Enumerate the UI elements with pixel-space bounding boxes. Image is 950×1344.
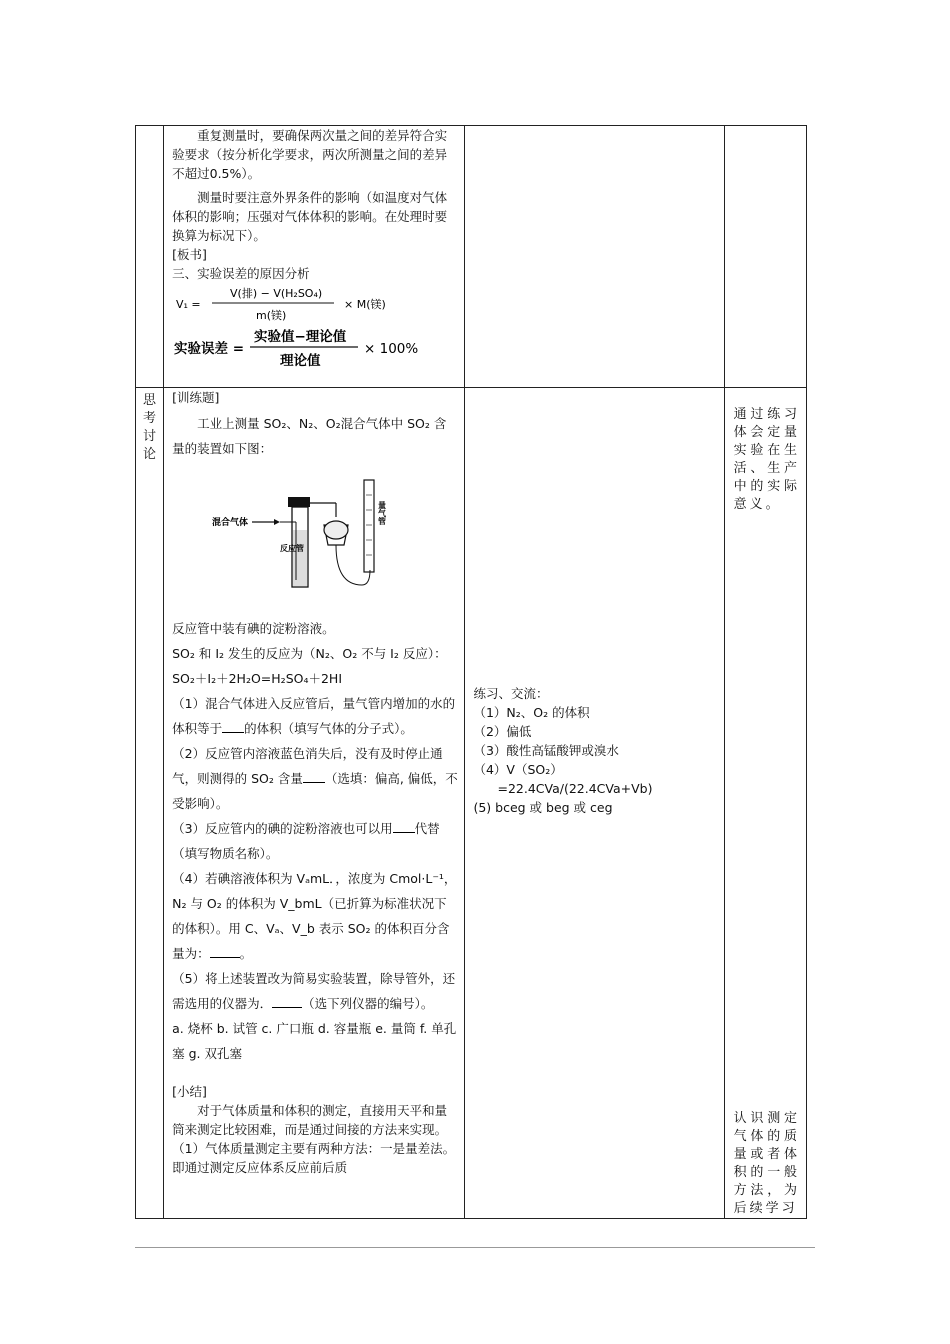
meter-label: 量气管 <box>377 501 387 525</box>
answer-blank[interactable] <box>272 995 302 1008</box>
formula-numerator: V(排) − V(H₂SO₄) <box>230 287 323 300</box>
board-label: [板书] <box>172 247 207 262</box>
footer-rule <box>135 1247 815 1248</box>
answer-list <box>465 388 723 817</box>
table-row <box>136 126 807 388</box>
intent-note-1: 通过练习体会定量实验在生活、生产中的实际意义。 <box>733 407 800 512</box>
stopper <box>288 497 310 507</box>
paragraph: 反应管中装有碘的淀粉溶液。 <box>172 621 335 636</box>
arrow-head-icon <box>274 519 280 525</box>
answer-line: （3）酸性高锰酸钾或溴水 <box>473 743 619 758</box>
tube-solution <box>293 530 307 586</box>
answer-blank[interactable] <box>303 770 325 783</box>
formula-denominator: m(镁) <box>256 309 287 322</box>
activity-cell <box>465 126 724 388</box>
tube-label: 反应管 <box>280 544 305 553</box>
answer-line: （4）V（SO₂） <box>473 762 563 777</box>
answer-line: =22.4CVa/(22.4CVa+Vb) <box>497 781 653 796</box>
reaction-equation: SO₂＋I₂＋2H₂O=H₂SO₄＋2HI <box>172 671 343 686</box>
content-cell <box>164 388 465 1219</box>
paragraph: 工业上测量 SO₂、N₂、O₂混合气体中 SO₂ 含量的装置如下图： <box>172 416 447 456</box>
intent-cell <box>724 388 806 1219</box>
answer-line: （1）N₂、O₂ 的体积 <box>473 705 590 720</box>
question-2: （2）反应管内溶液蓝色消失后，没有及时停止通气，则测得的 SO₂ 含量 （选填：偏高, 偏低，不受影响）。 <box>172 746 458 811</box>
apparatus-figure <box>212 475 412 600</box>
paragraph: SO₂ 和 I₂ 发生的反应为（N₂、O₂ 不与 I₂ 反应）： <box>172 646 447 661</box>
summary-label: [小结] <box>172 1084 207 1099</box>
formula-lhs: V₁ = <box>176 298 201 311</box>
question-4: （4）若碘溶液体积为 VₐmL．，浓度为 Cmol·L⁻¹，N₂ 与 O₂ 的体积为 V_bmL（已折算为标准状况下的体积）。用 C、Vₐ、V_b 表示 SO₂ 的体积百分含量为： 。 <box>172 871 457 961</box>
lesson-table <box>135 125 807 1219</box>
gas-burette <box>364 480 374 572</box>
activity-cell <box>465 388 724 1219</box>
paragraph: 重复测量时，要确保两次量之间的差异符合实验要求（按分析化学要求，两次所测量之间的差异不超过0.5%）。 <box>172 128 448 181</box>
content-cell <box>164 126 465 388</box>
formula-error <box>172 327 452 371</box>
section-heading: 三、实验误差的原因分析 <box>172 266 310 281</box>
answer-blank[interactable] <box>393 820 415 833</box>
gas-label: 混合气体 <box>212 518 249 528</box>
rubber-tube <box>336 545 370 585</box>
options: a. 烧杯 b. 试管 c. 广口瓶 d. 容量瓶 e. 量筒 f. 单孔塞 g. 双孔塞 <box>172 1021 457 1061</box>
exercise-label: [训练题] <box>172 390 220 405</box>
question-1: （1）混合气体进入反应管后，量气管内增加的水的体积等于 的体积（填写气体的分子式）。 <box>172 696 456 736</box>
table-row <box>136 388 807 1219</box>
formula-tail: × M(镁) <box>344 298 386 311</box>
summary-paragraph: 对于气体质量和体积的测定，直接用天平和量筒来测定比较困难，而是通过间接的方法来实现。（1）气体质量测定主要有两种方法：一是量差法。即通过测定反应体系反应前后质 <box>172 1103 456 1175</box>
answer-blank[interactable] <box>222 720 244 733</box>
side-cell <box>136 126 164 388</box>
question-5: （5）将上述装置改为简易实验装置，除导管外，还需选用的仪器为． （选下列仪器的编号）。 <box>172 971 456 1011</box>
answer-line: （2）偏低 <box>473 724 532 739</box>
side-cell <box>136 388 164 1219</box>
formula-lhs: 实验误差 = <box>174 341 245 357</box>
intent-note-2: 认识测定气体的质量或者体积的一般方法，为后续学习 <box>733 1111 800 1216</box>
paragraph: 测量时要注意外界条件的影响（如温度对气体体积的影响；压强对气体体积的影响。在处理时要换算为标况下）。 <box>172 190 448 243</box>
side-label: 思 考 讨 论 <box>143 393 157 462</box>
question-3: （3）反应管内的碘的淀粉溶液也可以用 代替（填写物质名称）。 <box>172 821 440 861</box>
answer-blank[interactable] <box>210 945 240 958</box>
formula-v1 <box>172 285 452 325</box>
formula-denominator: 理论值 <box>280 353 321 369</box>
formula-tail: × 100% <box>364 341 419 357</box>
answer-line: 练习、交流： <box>473 686 549 701</box>
intent-cell <box>724 126 806 388</box>
funnel-bulb <box>324 521 348 539</box>
answer-line: (5) bceg 或 beg 或 ceg <box>473 800 613 815</box>
formula-numerator: 实验值−理论值 <box>254 329 347 345</box>
